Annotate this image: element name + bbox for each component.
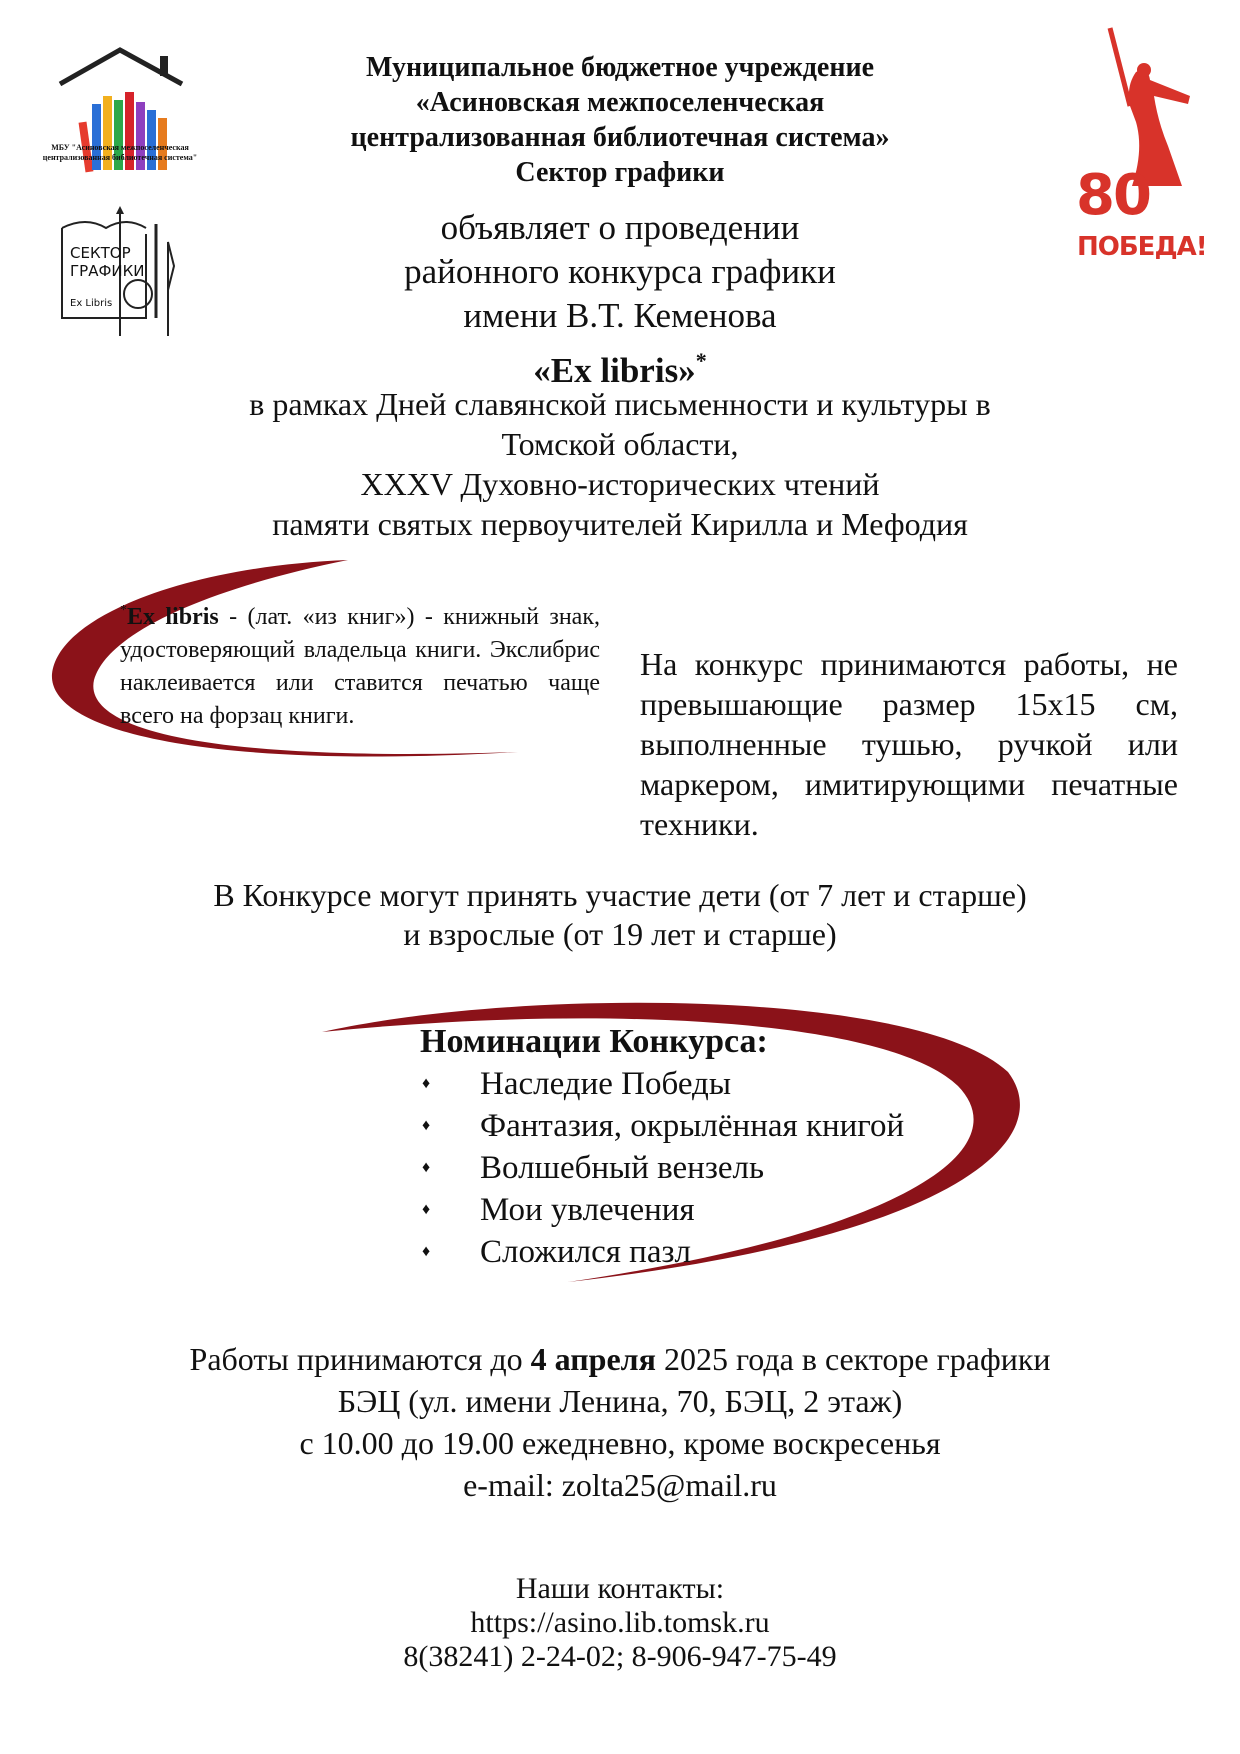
nominations [420, 1021, 1020, 1273]
list-item [420, 1105, 1020, 1147]
participants-line: и взрослые (от 19 лет и старше) [403, 916, 837, 952]
deadline-text: 2025 года в секторе графики [655, 1341, 1051, 1377]
submission-deadline [80, 1338, 1160, 1506]
definition-text: - (лат. «из книг») - книжный знак, удостоверяющий владельца книги. Экслибрис наклеивается или ставится печатью чаще всего на форзац книги. [120, 604, 600, 729]
event-framework [140, 384, 1100, 544]
address-line: БЭЦ (ул. имени Ленина, 70, БЭЦ, 2 этаж) [337, 1383, 903, 1419]
email-line: e-mail: zolta25@mail.ru [463, 1467, 777, 1503]
header-line: «Асиновская межпоселенческая [415, 87, 825, 118]
diamond-bullet-icon: ♦ [422, 1201, 431, 1218]
victory-text: ПОБЕДА! [1077, 232, 1207, 262]
nomination-label: Наследие Победы [480, 1066, 732, 1102]
diamond-bullet-icon: ♦ [422, 1159, 431, 1176]
library-logo-caption: МБУ "Асиновская межпоселенческая централизованная библиотечная система" [42, 143, 198, 162]
framework-line: Томской области, [501, 426, 739, 462]
definition-term: Ex libris [127, 604, 219, 630]
contacts [300, 1572, 940, 1674]
announcement-line: имени В.Т. Кеменова [463, 296, 777, 335]
announcement-line: районного конкурса графики [404, 252, 836, 291]
contacts-heading: Наши контакты: [515, 1572, 725, 1605]
footnote-mark: * [695, 348, 707, 373]
announcement-line: объявляет о проведении [440, 208, 800, 247]
list-item [420, 1063, 1020, 1105]
submission-requirements: На конкурс принимаются работы, не превышающие размер 15х15 см, выполненные тушью, ручкой или маркером, имитирующими печатные техники. [640, 646, 1178, 842]
list-item [420, 1147, 1020, 1189]
framework-line: памяти святых первоучителей Кирилла и Мефодия [272, 506, 968, 542]
participants-info [110, 876, 1130, 954]
list-item [420, 1231, 1020, 1273]
organization-header [260, 50, 980, 190]
nominations-list [420, 1063, 1020, 1273]
hours-line: с 10.00 до 19.00 ежедневно, кроме воскресенья [299, 1425, 941, 1461]
framework-line: в рамках Дней славянской письменности и культуры в [249, 386, 991, 422]
sector-logo-text-3: Ex Libris [70, 298, 113, 309]
diamond-bullet-icon: ♦ [422, 1243, 431, 1260]
header-line: Сектор графики [515, 157, 725, 188]
website-link[interactable]: https://asino.lib.tomsk.ru [470, 1606, 770, 1639]
framework-line: XXXV Духовно-исторических чтений [360, 466, 880, 502]
deadline-text: Работы принимаются до [189, 1341, 531, 1377]
nomination-label: Сложился пазл [480, 1234, 691, 1270]
nomination-label: Волшебный вензель [480, 1150, 765, 1186]
diamond-bullet-icon: ♦ [422, 1075, 431, 1092]
library-logo [40, 44, 200, 184]
list-item [420, 1189, 1020, 1231]
victory-number: 80 [1076, 163, 1150, 228]
nominations-heading: Номинации Конкурса: [420, 1023, 768, 1060]
participants-line: В Конкурсе могут принять участие дети (от 7 лет и старше) [213, 877, 1027, 913]
announcement [180, 206, 1060, 394]
footnote-mark: * [120, 603, 127, 618]
diamond-bullet-icon: ♦ [422, 1117, 431, 1134]
sector-logo-text-1: СЕКТОР [70, 244, 131, 262]
deadline-date: 4 апреля [530, 1341, 656, 1377]
nomination-label: Фантазия, окрылённая книгой [480, 1108, 905, 1144]
ex-libris-definition [120, 594, 600, 733]
deadline-line [80, 1338, 1160, 1380]
phone-numbers: 8(38241) 2-24-02; 8-906-947-75-49 [403, 1640, 837, 1673]
header-line: Муниципальное бюджетное учреждение [365, 52, 875, 83]
nomination-label: Мои увлечения [480, 1192, 695, 1228]
contest-title-text: «Ex libris» [533, 351, 696, 390]
sector-logo-text-2: ГРАФИКИ [70, 262, 145, 280]
header-line: централизованная библиотечная система» [350, 122, 890, 153]
